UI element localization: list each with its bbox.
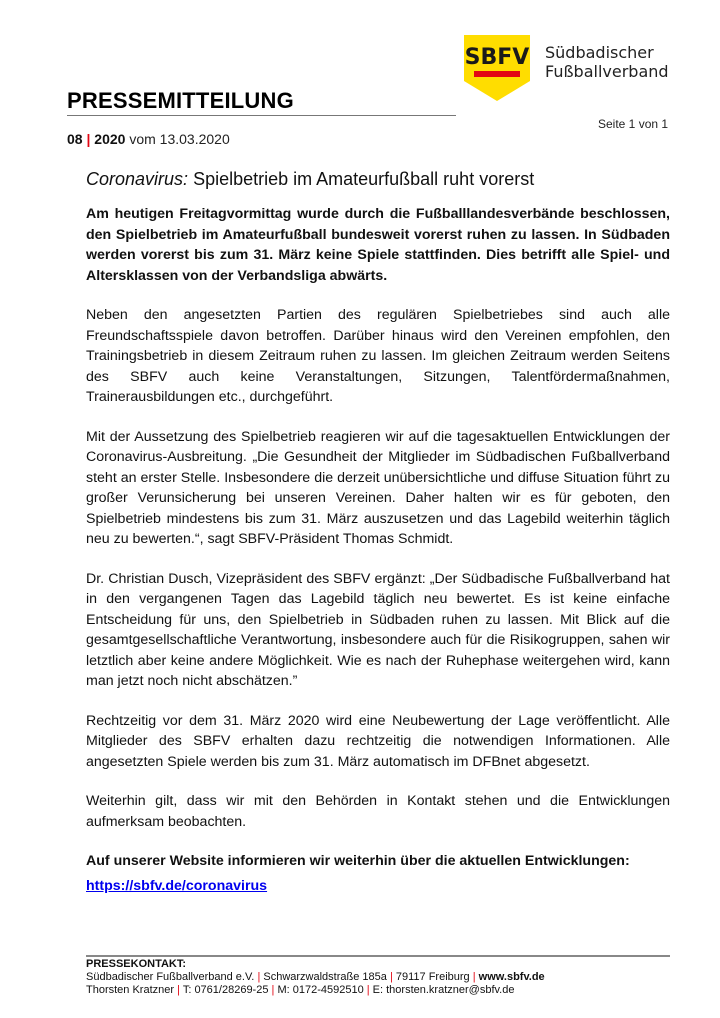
issue-year: 2020	[94, 131, 126, 147]
article-paragraph: Rechtzeitig vor dem 31. März 2020 wird eine Neubewertung der Lage veröffentlicht. Alle Mitglieder des SBFV erhalten dazu rechtzeitig die notwendigen Informationen. Alle angesetzten Spiele werden bis zum 31. März automatisch im DFBnet abgesetzt.	[86, 712, 670, 770]
website-note: Auf unserer Website informieren wir weiterhin über die aktuellen Entwicklungen:	[86, 853, 630, 869]
logo-wordmark	[545, 43, 669, 81]
footer-contact-name: Thorsten Kratzner	[86, 984, 175, 996]
title-divider	[67, 115, 456, 116]
footer-contact-line	[86, 984, 545, 997]
footer-street: Schwarzwaldstraße 185a	[263, 971, 387, 983]
footer-divider	[86, 955, 670, 957]
press-contact	[86, 958, 545, 997]
logo-red-bar	[474, 71, 520, 77]
article-body	[86, 168, 670, 896]
footer-phone: T: 0761/28269-25	[182, 984, 269, 996]
issue-line	[67, 131, 230, 147]
headline-text: Spielbetrieb im Amateurfußball ruht vorerst	[193, 169, 535, 189]
footer-website-link[interactable]: www.sbfv.de	[478, 971, 545, 983]
footer-separator: |	[472, 971, 476, 983]
sbfv-logo	[462, 35, 532, 101]
footer-separator: |	[366, 984, 370, 996]
footer-separator: |	[177, 984, 180, 996]
logo-name-line2: Fußballverband	[545, 62, 669, 81]
logo-name-line1: Südbadischer	[545, 43, 654, 62]
issue-separator: |	[86, 131, 91, 147]
article-paragraph: Dr. Christian Dusch, Vizepräsident des SBFV ergänzt: „Der Südbadische Fußballverband hat in den vergangenen Tagen das Lagebild täglich neu bewertet. Es ist keine einfache Entscheidung für uns, den Spielbetrieb in Südbaden ruhen zu lassen. Mit Blick auf die gesamtgesellschaftliche Verantwortung, insbesondere auch für die Risikogruppen, sahen wir letztlich aber keine andere Möglichkeit. Wie es nach der Ruhephase weitergehen wird, kann man jetzt noch nicht abschätzen.”	[86, 570, 670, 689]
footer-mobile: M: 0172-4592510	[277, 984, 364, 996]
issue-date: vom 13.03.2020	[129, 131, 230, 147]
issue-number: 08	[67, 131, 83, 147]
footer-separator: |	[389, 971, 393, 983]
logo-abbr: SBFV	[464, 45, 530, 70]
footer-address-line	[86, 971, 545, 984]
footer-email[interactable]: E: thorsten.kratzner@sbfv.de	[372, 984, 515, 996]
page-title: PRESSEMITTEILUNG	[67, 88, 294, 113]
footer-city: 79117 Freiburg	[395, 971, 470, 983]
article-paragraph: Neben den angesetzten Partien des regulären Spielbetriebes sind auch alle Freundschaftsspiele davon betroffen. Darüber hinaus wird den Vereinen empfohlen, den Trainingsbetrieb in diesem Zeitraum ruhen zu lassen. Im gleichen Zeitraum werden Seitens des SBFV auch keine Veranstaltungen, Sitzungen, Talentfördermaßnahmen, Trainerausbildungen etc., durchgeführt.	[86, 307, 670, 405]
footer-separator: |	[271, 984, 275, 996]
footer-org: Südbadischer Fußballverband e.V.	[86, 971, 255, 983]
headline-topic: Coronavirus:	[86, 169, 189, 189]
press-contact-label: PRESSEKONTAKT:	[86, 958, 187, 970]
coronavirus-info-link[interactable]: https://sbfv.de/coronavirus	[86, 877, 268, 894]
article-paragraph: Mit der Aussetzung des Spielbetrieb reagieren wir auf die tagesaktuellen Entwicklungen der Coronavirus-Ausbreitung. „Die Gesundheit der Mitglieder im Südbadischen Fußballverband steht an erster Stelle. Insbesondere die derzeit unübersichtliche und diffuse Situation führt zu großer Verunsicherung bei unseren Vereinen. Daher halten wir es für geboten, den Spielbetrieb mindestens bis zum 31. März auszusetzen und das Lagebild weiterhin täglich neu zu bewerten.“, sagt SBFV-Präsident Thomas Schmidt.	[86, 428, 670, 547]
article-lead: Am heutigen Freitagvormittag wurde durch die Fußballlandesverbände beschlossen, den Spielbetrieb im Amateurfußball bundesweit vorerst ruhen zu lassen. In Südbaden werden vorerst bis zum 31. März keine Spiele stattfinden. Dies betrifft alle Spiel- und Altersklassen von der Verbandsliga abwärts.	[86, 206, 670, 284]
page-indicator: Seite 1 von 1	[598, 117, 669, 131]
article-headline	[86, 168, 670, 190]
footer-separator: |	[257, 971, 261, 983]
article-paragraph: Weiterhin gilt, dass wir mit den Behörden in Kontakt stehen und die Entwicklungen aufmerksam beobachten.	[86, 793, 670, 830]
